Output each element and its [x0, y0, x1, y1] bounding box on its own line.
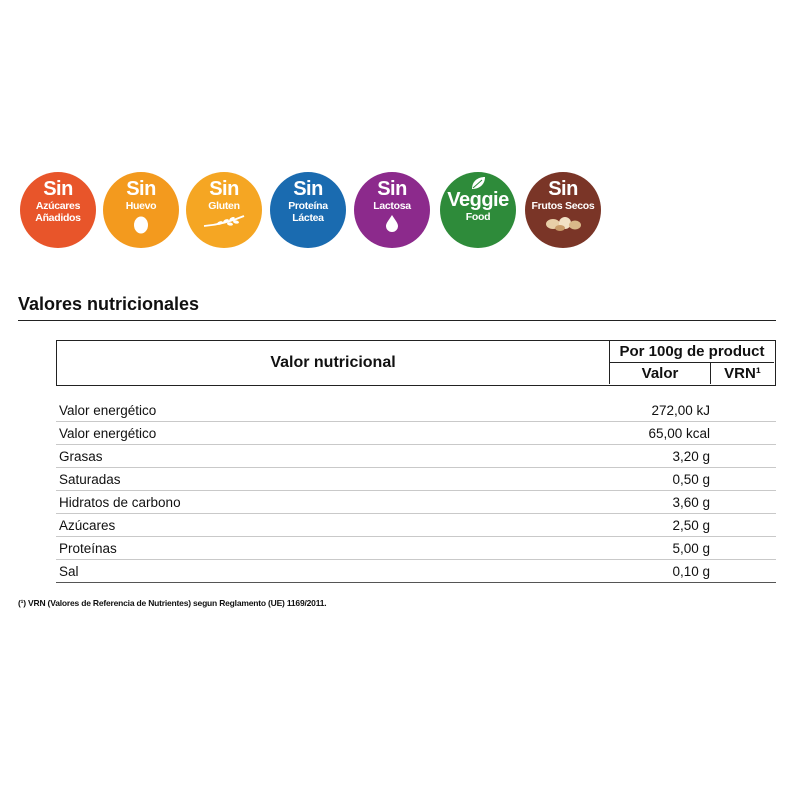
nutrient-name: Hidratos de carbono [59, 495, 181, 510]
sin-lactosa-badge [354, 172, 430, 248]
nutrient-value: 0,50 g [672, 472, 710, 487]
table-row [56, 491, 776, 514]
nutrient-name: Azúcares [59, 518, 116, 533]
nutrient-value: 2,50 g [672, 518, 710, 533]
table-row [56, 560, 776, 583]
nutrient-name: Proteínas [59, 541, 117, 556]
nutrient-name: Grasas [59, 449, 103, 464]
badge-line2: Frutos Secos [531, 200, 595, 212]
badge-line3: Añadidos [35, 212, 81, 224]
wheat-icon [202, 214, 246, 228]
nutrition-rows [56, 399, 776, 583]
badge-line2: Gluten [208, 200, 240, 212]
section-title: Valores nutricionales [18, 294, 776, 321]
header-nutrient: Valor nutricional [57, 341, 610, 384]
nutrient-name: Valor energético [59, 403, 157, 418]
badge-line2: Huevo [125, 200, 157, 212]
badge-sin-label: Sin [293, 178, 323, 200]
sin-proteina-lactea-badge [270, 172, 346, 248]
nutrient-value: 5,00 g [672, 541, 710, 556]
milk-drop-icon [385, 214, 399, 232]
nutrient-value: 3,20 g [672, 449, 710, 464]
sin-huevo-badge [103, 172, 179, 248]
table-row [56, 422, 776, 445]
header-valor: Valor [610, 363, 711, 384]
table-row [56, 514, 776, 537]
nutrient-value: 3,60 g [672, 495, 710, 510]
footnote: (¹) VRN (Valores de Referencia de Nutrientes) segun Reglamento (UE) 1169/2011. [18, 598, 327, 608]
nutrient-value: 65,00 kcal [648, 426, 710, 441]
badge-veggie-label: Veggie [447, 189, 509, 211]
sin-azucares-badge [20, 172, 96, 248]
header-per-100g: Por 100g de product [610, 341, 774, 363]
nutrient-name: Saturadas [59, 472, 121, 487]
badge-sin-label: Sin [126, 178, 156, 200]
nutrient-value: 272,00 kJ [651, 403, 710, 418]
badge-sin-label: Sin [209, 178, 239, 200]
header-vrn: VRN¹ [724, 365, 761, 382]
nutrient-name: Valor energético [59, 426, 157, 441]
nutrient-name: Sal [59, 564, 79, 579]
badge-line2: Proteína [288, 200, 328, 212]
nuts-icon [543, 214, 583, 232]
sin-gluten-badge [186, 172, 262, 248]
table-row [56, 445, 776, 468]
badge-line2: Azúcares [35, 200, 81, 212]
badge-line2: Food [465, 211, 491, 223]
badge-line3: Láctea [292, 212, 324, 224]
badge-sin-label: Sin [43, 178, 73, 200]
nutrient-value: 0,10 g [672, 564, 710, 579]
badge-line2: Lactosa [373, 200, 411, 212]
table-row [56, 399, 776, 422]
badge-sin-label: Sin [548, 178, 578, 200]
table-row [56, 468, 776, 491]
leaf-icon [470, 176, 486, 190]
diet-badges [20, 172, 620, 248]
sin-frutos-secos-badge [525, 172, 601, 248]
veggie-food-badge [440, 172, 516, 248]
table-row [56, 537, 776, 560]
badge-sin-label: Sin [377, 178, 407, 200]
egg-icon [132, 214, 150, 234]
table-header [56, 340, 776, 386]
